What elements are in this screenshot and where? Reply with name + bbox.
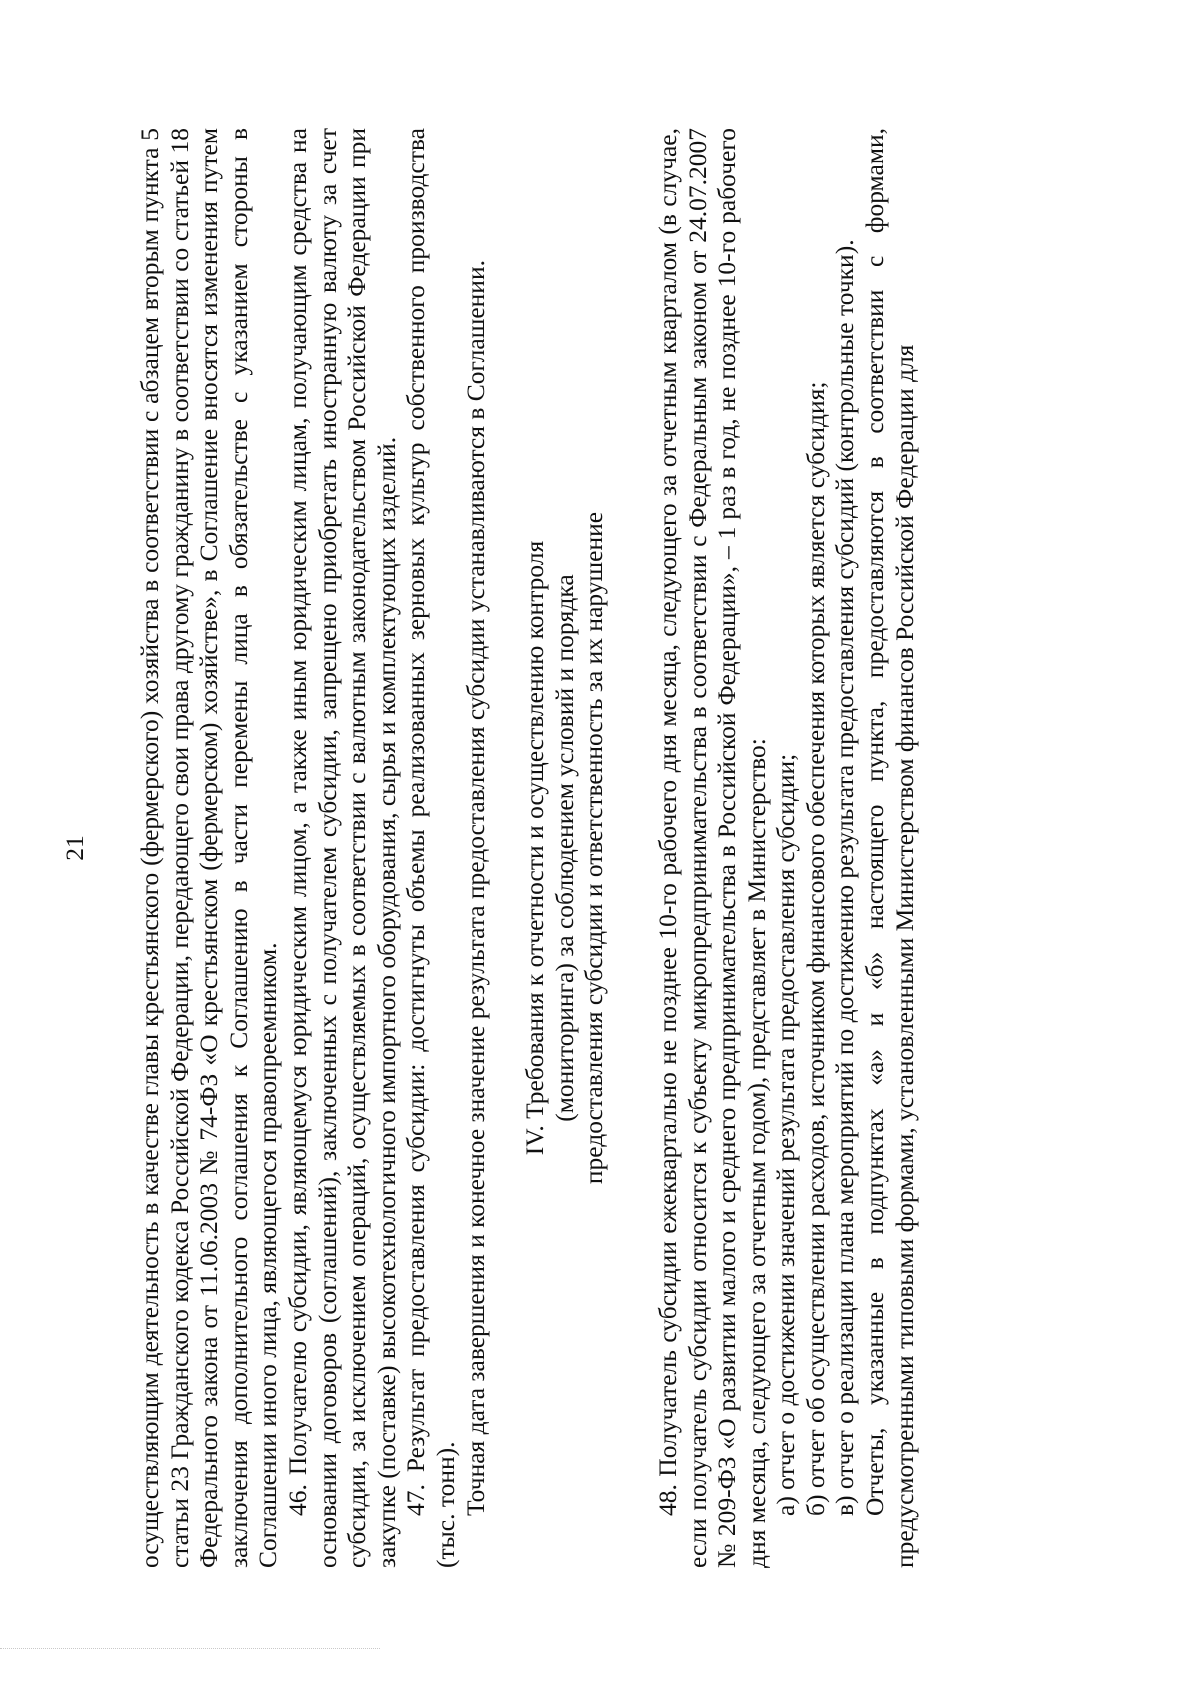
document-body — [135, 128, 919, 1568]
section-heading-line-2: (мониторинга) за соблюдением условий и порядка — [549, 574, 579, 1122]
scan-artifact-line — [0, 1648, 380, 1650]
paragraph-48: 48. Получатель субсидии ежеквартально не позднее 10-го рабочего дня месяца, следующего за отчетным кварталом (в случае, если получатель субсидии относится к субъекту микропредпринимательства в соответствии с Федеральным законом от 24.07.2007 № 209-ФЗ «О развитии малого и среднего предпринимательства в Российской Федерации», – 1 раз в год, не позднее 10-го рабочего дня месяца, следующего за отчетным годом), представляет в Министерство: — [652, 128, 771, 1568]
section-heading-line-1: IV. Требования к отчетности и осуществлению контроля — [520, 540, 550, 1156]
paragraph-reports: Отчеты, указанные в подпунктах «а» и «б» настоящего пункта, предоставляются в соответствии с формами, предусмотренными типовыми формами, установленными Министерством финансов Российской Федерации для — [860, 128, 919, 1568]
paragraph-47: 47. Результат предоставления субсидии: достигнуты объемы реализованных зерновых культур собственного производства (тыс. тонн). — [401, 128, 460, 1568]
paragraph-47-date: Точная дата завершения и конечное значение результата предоставления субсидии устанавливаются в Соглашении. — [460, 260, 490, 1516]
list-item-c: в) отчет о реализации плана мероприятий по достижению результата предоставления субсидий (контрольные точки). — [830, 239, 860, 1516]
list-item-b: б) отчет об осуществлении расходов, источником финансового обеспечения которых является субсидия; — [800, 381, 830, 1516]
page-number: 21 — [60, 835, 89, 861]
section-heading-line-3: предоставления субсидии и ответственность за их нарушение — [579, 511, 609, 1185]
paragraph-continuation: осуществляющим деятельность в качестве главы крестьянского (фермерского) хозяйства в соответствии с абзацем вторым пункта 5 статьи 23 Гражданского кодекса Российской Федерации, передающего свои права другому гражданину в соответствии со статьей 18 Федерального закона от 11.06.2003 № 74-ФЗ «О крестьянском (фермерском) хозяйстве», в Соглашение вносятся изменения путем заключения дополнительного соглашения к Соглашению в части перемены лица в обязательстве с указанием стороны в Соглашении иного лица, являющегося правопреемником. — [135, 128, 283, 1568]
rotated-page-content — [60, 128, 1065, 1568]
list-item-a: а) отчет о достижении значений результата предоставления субсидии; — [771, 753, 801, 1516]
paragraph-46: 46. Получателю субсидии, являющемуся юридическим лицом, а также иным юридическим лицам, получающим средства на основании договоров (соглашений), заключенных с получателем субсидии, запрещено приобретать иностранную валюту за счет субсидии, за исключением операций, осуществляемых в соответствии с валютным законодательством Российской Федерации при закупке (поставке) высокотехнологичного импортного оборудования, сырья и комплектующих изделий. — [282, 128, 401, 1568]
